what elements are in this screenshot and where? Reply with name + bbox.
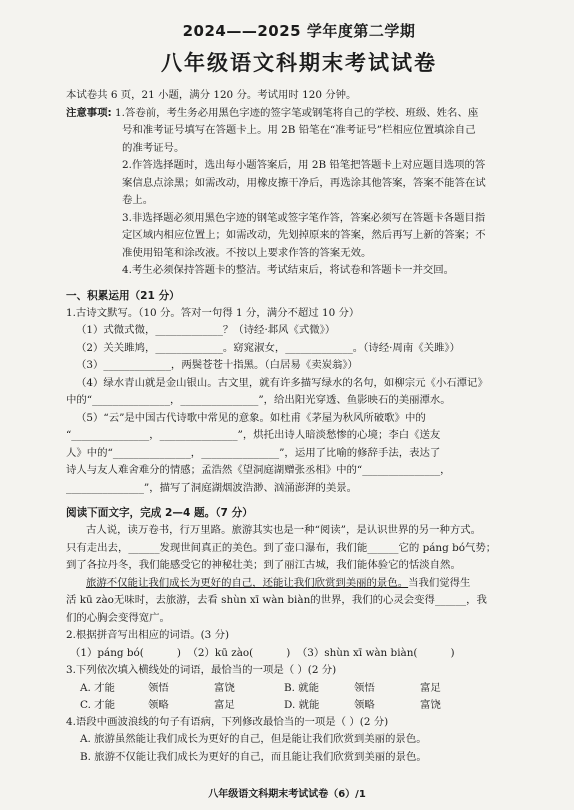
q3-option-d-word-2: 领略 xyxy=(354,698,375,711)
q4-option-b: B. 旅游不仅能让我们成长为更好的自己，而且能让我们欣赏到美丽的景色。 xyxy=(80,750,427,763)
q3-option-c-word-3: 富足 xyxy=(214,698,235,711)
q1-line-5d: 诗人与友人难舍难分的情感；孟浩然《望洞庭湖赠张丞相》中的“_______________， xyxy=(66,464,451,476)
q4-option-a: A. 旅游虽然能让我们成长为更好的自己，但是能让我们欣赏到美丽的景色。 xyxy=(80,733,427,745)
notice-item-3b: 定区域内相应位置上；如需改动，先划掉原来的答案，然后再写上新的答案；不 xyxy=(122,229,486,241)
q1-line-5a: （5）“云”是中国古代诗歌中常见的意象。如杜甫《茅屋为秋风所破歌》中的 xyxy=(76,411,426,424)
q3-option-a: A. 才能 xyxy=(80,681,115,694)
q2-answer-line: （1）páng bó( ) （2）kū zào( ) （3）shùn xī wàn biàn( ) xyxy=(70,646,455,659)
q1-line-2: （2）关关雎鸠，_____________。窈窕淑女，_____________。（诗经·周南《关雎》） xyxy=(76,341,460,354)
reading-line-2: 只有走出去，______发现世间真正的美色。到了壶口瀑布，我们能______它的 páng bó气势； xyxy=(66,541,497,554)
notice-item-4: 4.考生必须保持答题卡的整洁。考试结束后，将试卷和答题卡一并交回。 xyxy=(122,264,455,276)
exam-intro: 本试卷共 6 页，21 小题，满分 120 分。考试用时 120 分钟。 xyxy=(66,89,357,101)
question-2 xyxy=(66,627,532,662)
question-4 xyxy=(66,714,532,767)
q2-title: 2.根据拼音写出相应的词语。(3 分) xyxy=(66,629,230,641)
q3-options-row-1 xyxy=(66,680,532,697)
q3-option-a-word-2: 领悟 xyxy=(148,681,169,694)
q1-line-4b: 中的“_______________，_______________”，给出阳光穿透、鱼影映石的美丽潭水。 xyxy=(66,394,451,406)
notice-item-1a: 1.答卷前，考生务必用黑色字迹的签字笔或钢笔将自己的学校、班级、姓名、座 xyxy=(115,106,479,119)
reading-passage xyxy=(66,522,532,627)
q3-option-d: D. 就能 xyxy=(284,698,320,711)
notice-item-1c: 的准考证号。 xyxy=(122,141,185,154)
q1-line-5e: _______________”，描写了洞庭湖烟波浩渺、汹涌澎湃的美景。 xyxy=(66,481,358,494)
q3-option-b-word-2: 领悟 xyxy=(354,681,375,694)
notice-item-3a: 3.非选择题必须用黑色字迹的钢笔或签字笔作答，答案必须写在答题卡各题目指 xyxy=(122,211,486,224)
q3-option-b-word-3: 富足 xyxy=(420,681,441,694)
reading-line-1: 古人说，读万卷书，行万里路。旅游其实也是一种“阅读”，是认识世界的另一种方式。 xyxy=(86,524,482,536)
reading-line-6: 们的心胸会变得宽广。 xyxy=(66,611,170,624)
reading-line-3: 到了各拉丹冬，我们能感受它的神秘壮美；到了丽江古城，我们能体验它的恬淡自然。 xyxy=(66,559,461,571)
notice-item-3c: 准使用铅笔和涂改液。不按以上要求作答的答案无效。 xyxy=(122,246,372,259)
exam-title: 八年级语文科期末考试试卷 xyxy=(161,51,437,75)
notice-item-2c: 卷上。 xyxy=(122,194,154,206)
question-3 xyxy=(66,662,532,714)
q3-option-d-word-3: 富饶 xyxy=(420,698,441,711)
notice-item-2a: 2.作答选择题时，选出每小题答案后，用 2B 铅笔把答题卡上对应题目选项的答 xyxy=(122,159,486,171)
q3-option-b: B. 就能 xyxy=(284,681,320,694)
q3-option-c-word-2: 领略 xyxy=(148,698,169,711)
section-1-heading: 一、积累运用（21 分） xyxy=(66,289,180,302)
reading-heading: 阅读下面文字，完成 2—4 题。（7 分） xyxy=(66,507,253,519)
notice-item-2b: 案信息点涂黑；如需改动，用橡皮擦干净后，再选涂其他答案，答案不能答在试 xyxy=(122,176,486,189)
notice-block xyxy=(66,105,532,280)
q3-option-a-word-3: 富饶 xyxy=(214,681,235,694)
q1-line-3: （3）_____________，两鬓苍苍十指黑。（白居易《卖炭翁》） xyxy=(76,359,358,371)
notice-item-1b: 号和准考证号填写在答题卡上。用 2B 铅笔在“准考证号”栏相应位置填涂自己 xyxy=(122,124,476,136)
reading-line-5: 活 kū zào无味时，去旅游，去看 shùn xī wàn biàn的世界，我们的心灵会变得______，我 xyxy=(66,594,487,606)
reading-line-4-rest: 当我们觉得生 xyxy=(408,576,471,589)
page-footer: 八年级语文科期末考试试卷（6）/1 xyxy=(208,789,366,800)
q1-line-5c: 人》中的“_______________，_______________”，运用了比喻的修辞手法，表达了 xyxy=(66,446,441,459)
q1-line-4a: （4）绿水青山就是金山银山。古文里，就有许多描写绿水的名句，如柳宗元《小石潭记》 xyxy=(76,376,488,389)
notice-label: 注意事项: xyxy=(66,106,112,119)
q3-options-row-2 xyxy=(66,697,532,714)
question-1 xyxy=(66,305,532,498)
q1-line-5b: “_______________，_______________”，烘托出诗人暗淡愁惨的心境；李白《送友 xyxy=(66,429,441,441)
q1-title: 1.古诗文默写。（10 分。答对一句得 1 分，满分不超过 10 分） xyxy=(66,306,360,319)
q3-option-c: C. 才能 xyxy=(80,698,115,711)
q1-line-1: （1）式微式微，_____________？（诗经·邶风《式微》） xyxy=(76,324,336,336)
exam-year-title: 2024——2025 学年度第二学期 xyxy=(182,22,416,40)
q3-title: 3.下列依次填入横线处的词语，最恰当的一项是（ ）(2 分) xyxy=(66,664,337,676)
q4-title: 4.语段中画波浪线的句子有语病，下列修改最恰当的一项是（ ）(2 分) xyxy=(66,715,389,728)
wavy-underlined-sentence: 旅游不仅能让我们成长为更好的自己，还能让我们欣赏到美丽的景色。 xyxy=(86,576,409,589)
